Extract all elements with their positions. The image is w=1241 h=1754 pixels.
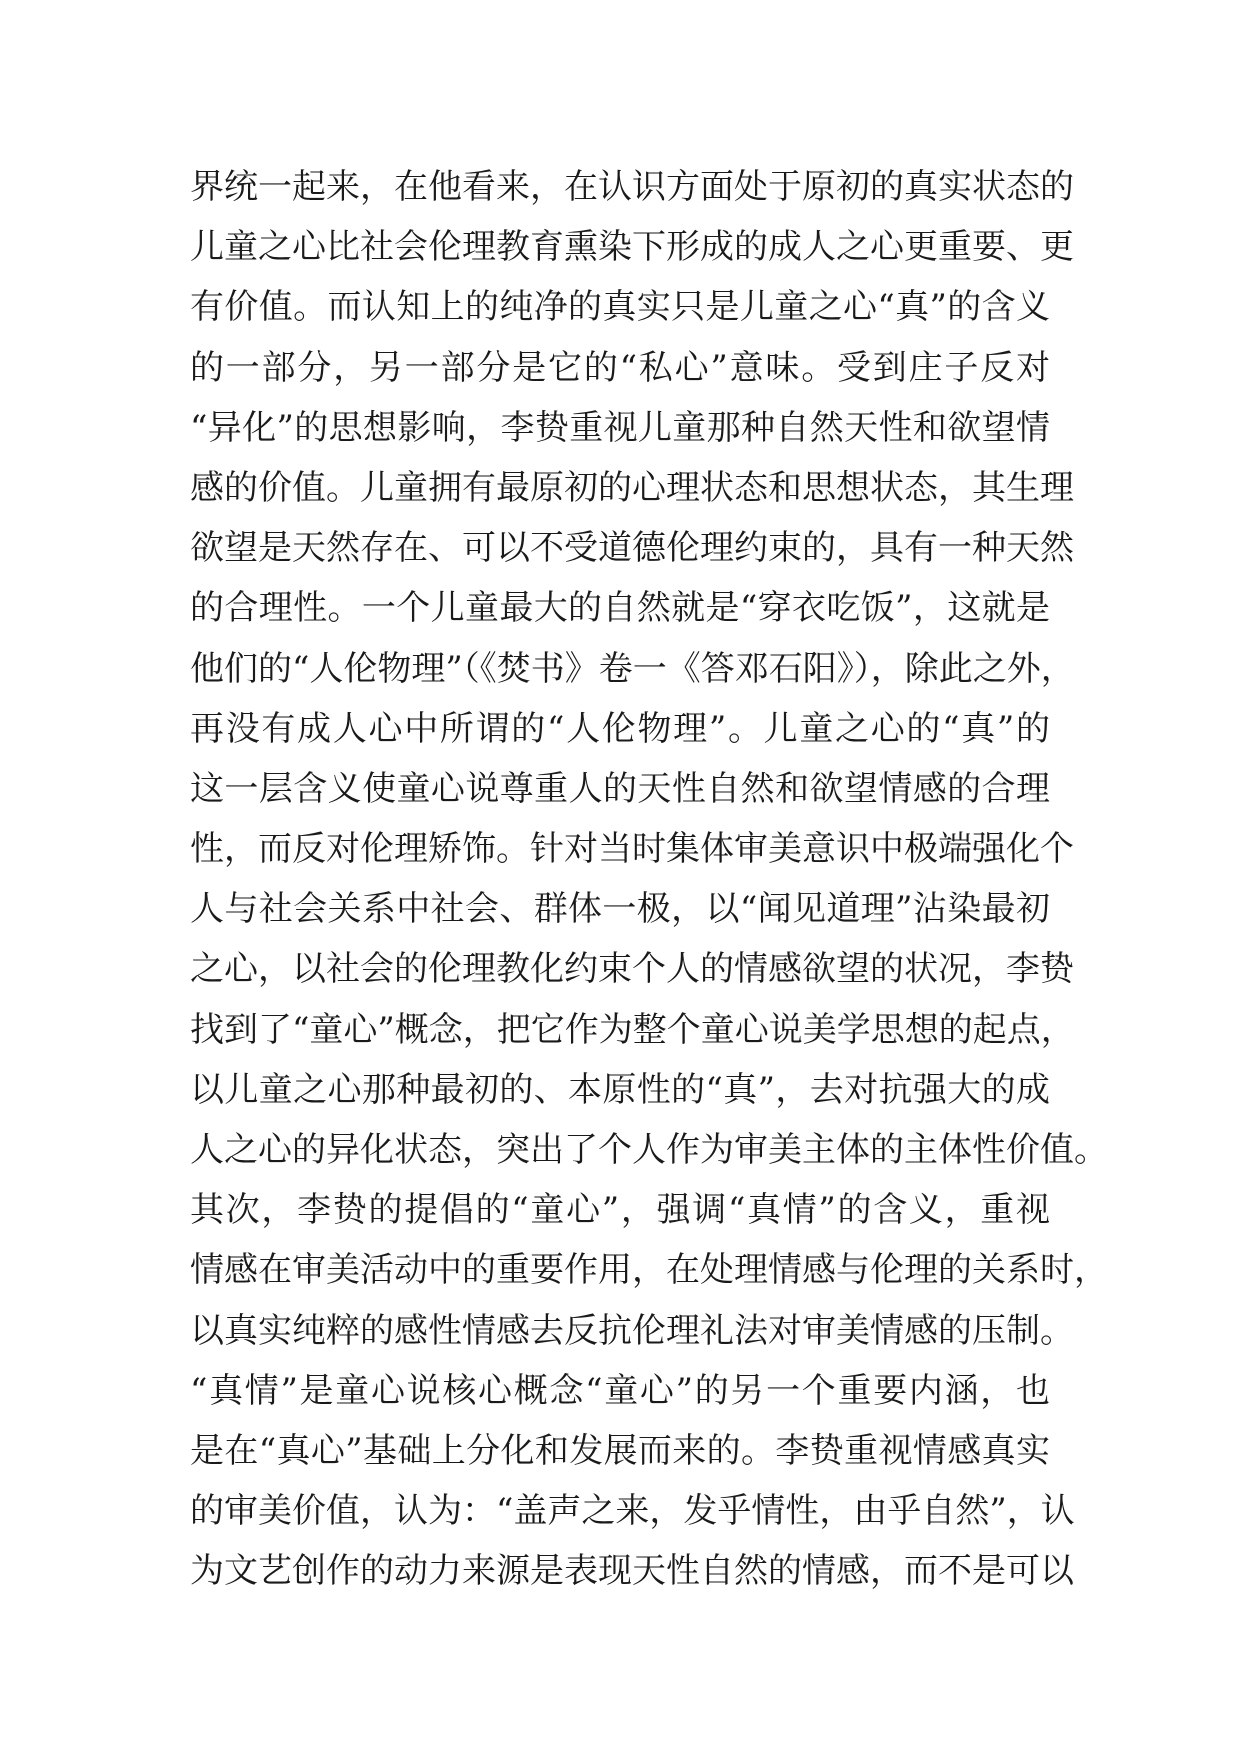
text-line: “真情”是童心说核心概念“童心”的另一个重要内涵，也 <box>190 1370 1050 1411</box>
text-line: 儿童之心比社会伦理教育熏染下形成的成人之心更重要、更 <box>190 227 1074 268</box>
text-line: 人之心的异化状态，突出了个人作为审美主体的主体性价值。 <box>190 1130 1108 1170</box>
text-line: 人与社会关系中社会、群体一极，以“闻见道理”沾染最初 <box>190 889 1050 930</box>
text-line: 以儿童之心那种最初的、本原性的“真”，去对抗强大的成 <box>190 1069 1050 1110</box>
text-line: 为文艺创作的动力来源是表现天性自然的情感，而不是可以 <box>190 1551 1074 1592</box>
text-line: 再没有成人心中所谓的“人伦物理”。儿童之心的“真”的 <box>190 708 1050 749</box>
text-line: 其次，李贽的提倡的“童心”，强调“真情”的含义，重视 <box>190 1190 1050 1231</box>
text-line: 有价值。而认知上的纯净的真实只是儿童之心“真”的含义 <box>190 287 1050 328</box>
text-line: 的审美价值，认为：“盖声之来，发乎情性，由乎自然”，认 <box>190 1491 1075 1532</box>
text-line: 是在“真心”基础上分化和发展而来的。李贽重视情感真实 <box>190 1430 1050 1471</box>
text-line: 的一部分，另一部分是它的“私心”意味。受到庄子反对 <box>190 347 1050 388</box>
text-line: 他们的“人伦物理”（《焚书》卷一《答邓石阳》），除此之外， <box>190 648 1075 689</box>
text-line: 之心，以社会的伦理教化约束个人的情感欲望的状况，李贽 <box>190 949 1074 990</box>
text-line: 以真实纯粹的感性情感去反抗伦理礼法对审美情感的压制。 <box>190 1310 1074 1351</box>
body-text <box>190 157 1108 1602</box>
text-line: 感的价值。儿童拥有最原初的心理状态和思想状态，其生理 <box>190 467 1074 508</box>
text-line: 这一层含义使童心说尊重人的天性自然和欲望情感的合理 <box>190 768 1050 809</box>
text-line: 性，而反对伦理矫饰。针对当时集体审美意识中极端强化个 <box>190 829 1074 870</box>
text-line: 情感在审美活动中的重要作用，在处理情感与伦理的关系时， <box>190 1250 1108 1291</box>
text-line: 欲望是天然存在、可以不受道德伦理约束的，具有一种天然 <box>190 528 1074 569</box>
text-line: 界统一起来，在他看来，在认识方面处于原初的真实状态的 <box>190 167 1074 207</box>
text-line: 找到了“童心”概念，把它作为整个童心说美学思想的起点， <box>190 1009 1075 1050</box>
text-line: “异化”的思想影响，李贽重视儿童那种自然天性和欲望情 <box>190 407 1050 448</box>
text-line: 的合理性。一个儿童最大的自然就是“穿衣吃饭”，这就是 <box>190 588 1050 629</box>
